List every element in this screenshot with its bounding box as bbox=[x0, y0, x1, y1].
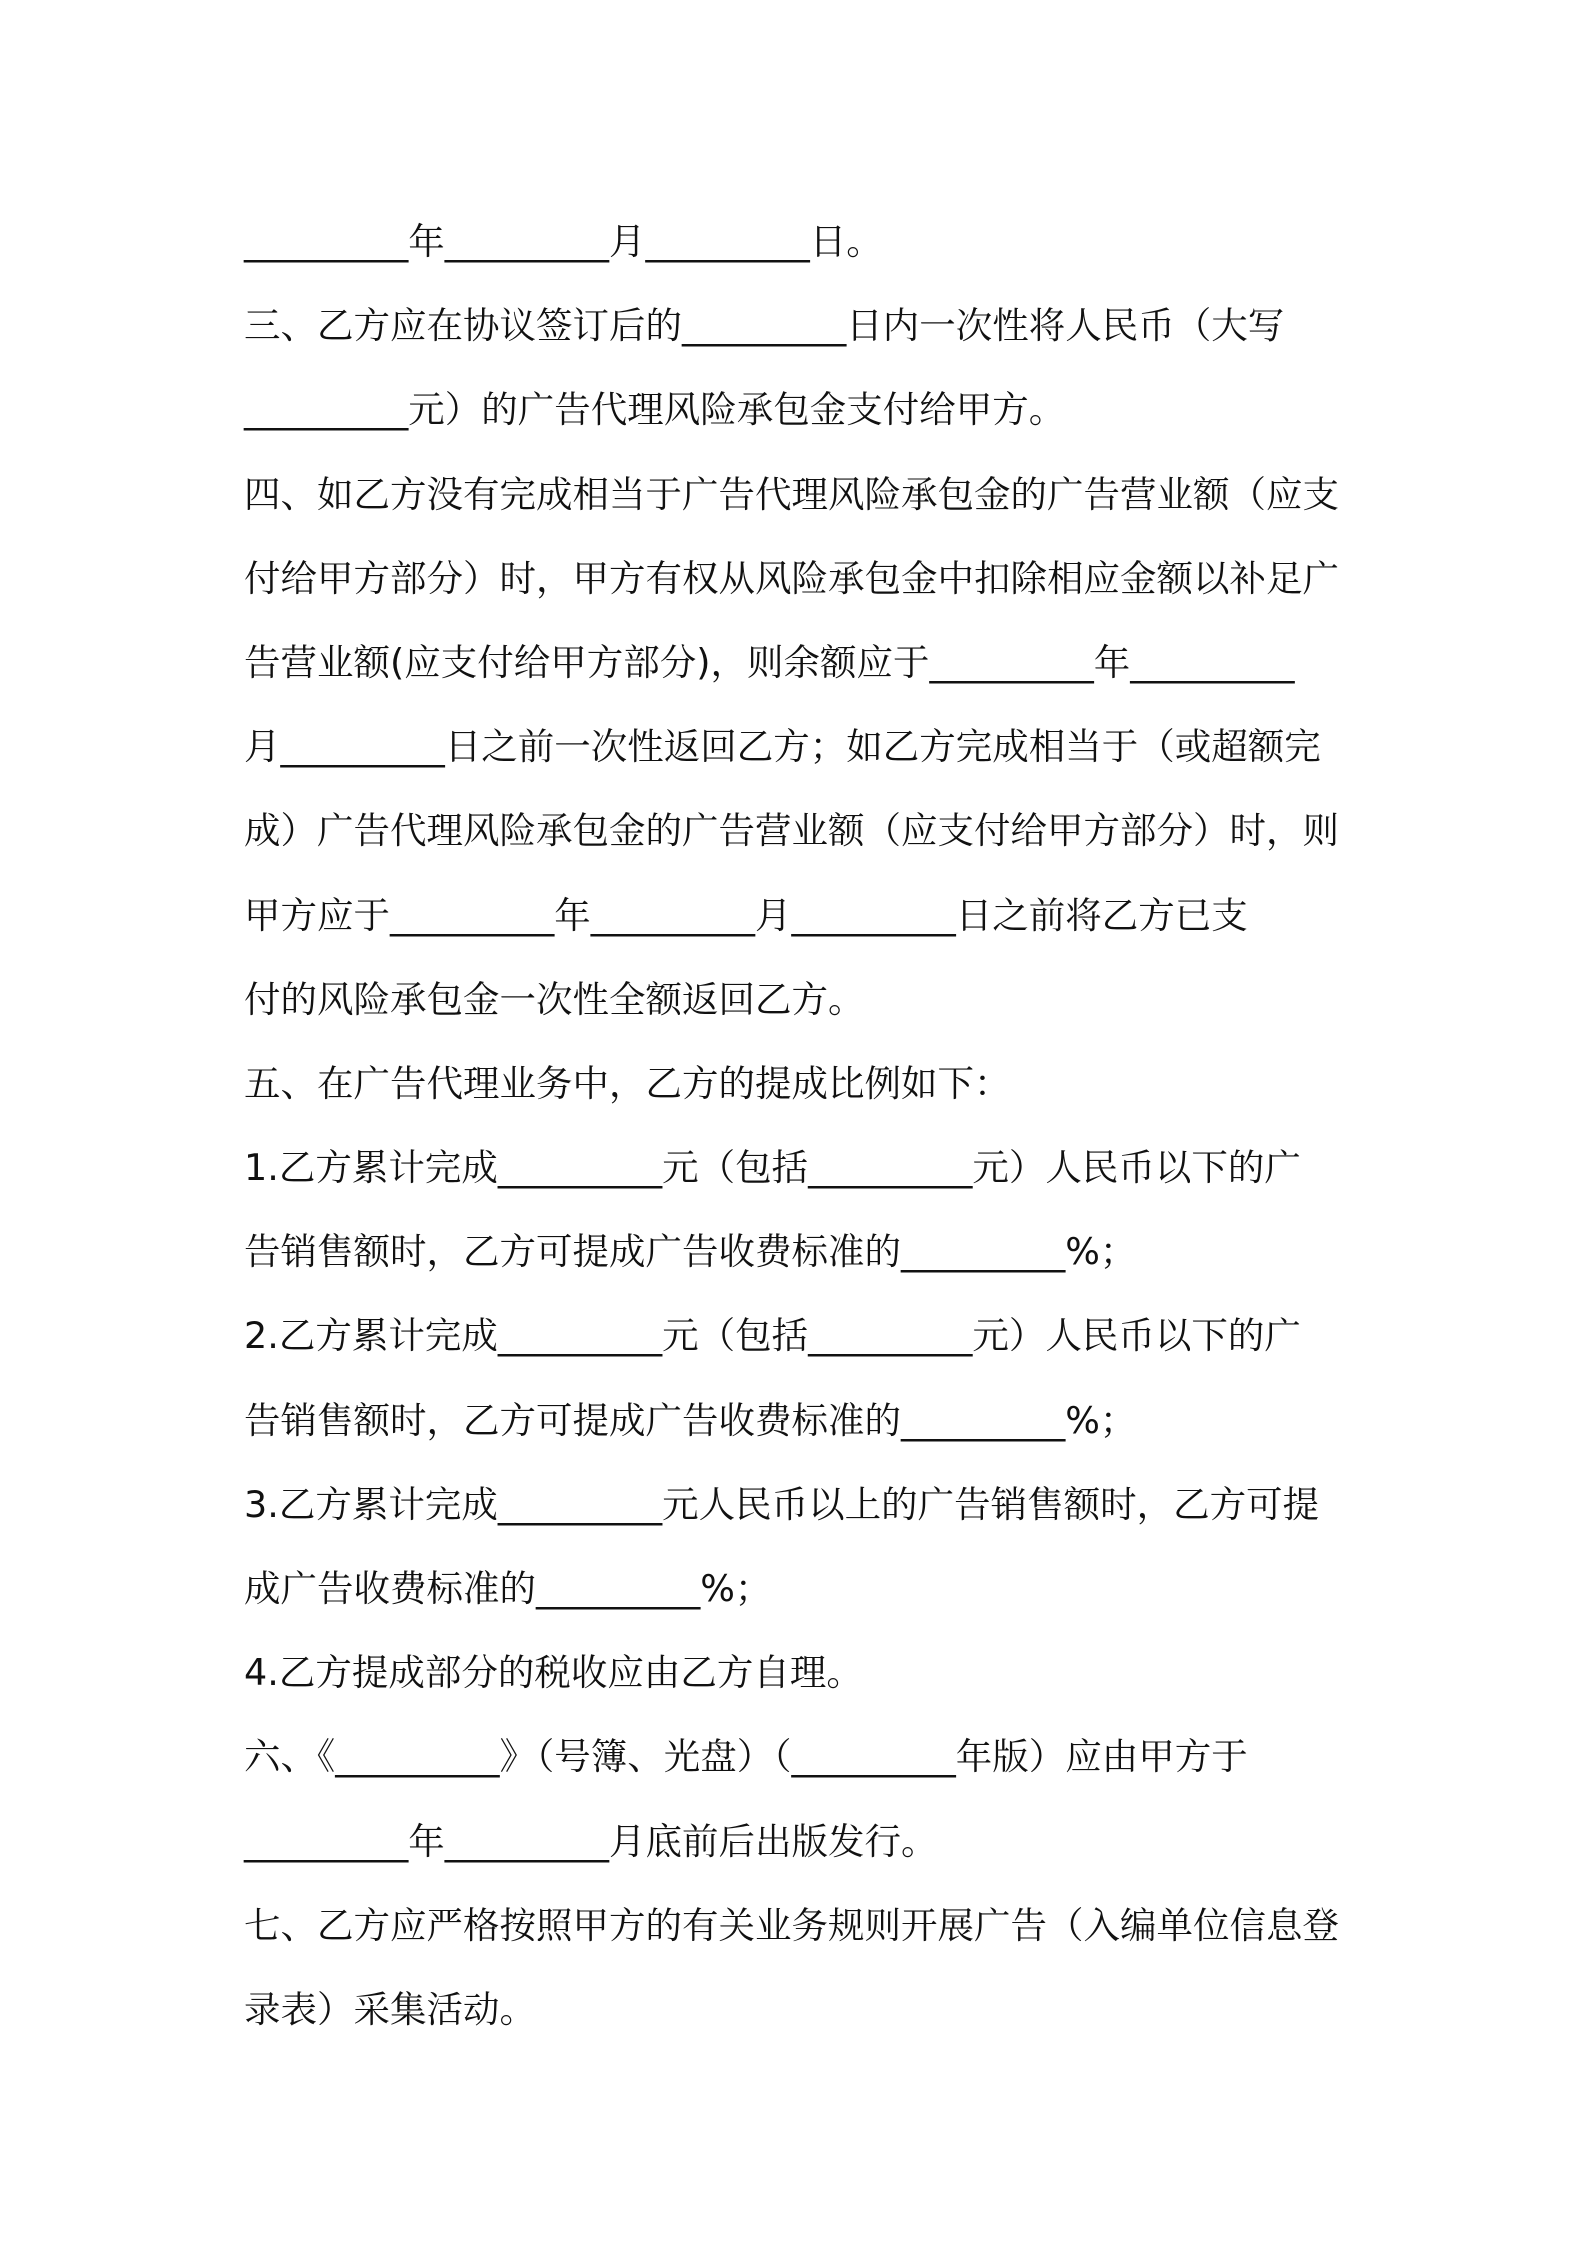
clause-6-line: 六、《_________》（号簿、光盘）（_________年版）应由甲方于 bbox=[244, 1735, 1248, 1779]
text-line: 录表）采集活动。 bbox=[244, 1987, 536, 2031]
text-line: _________年_________月底前后出版发行。 bbox=[244, 1819, 938, 1863]
clause-4-line: 四、如乙方没有完成相当于广告代理风险承包金的广告营业额（应支 bbox=[244, 472, 1339, 516]
item-3-line: 3.乙方累计完成_________元人民币以上的广告销售额时，乙方可提 bbox=[244, 1482, 1320, 1526]
text-line: _________元）的广告代理风险承包金支付给甲方。 bbox=[244, 388, 1066, 432]
clause-3-line: 三、乙方应在协议签订后的_________日内一次性将人民币（大写 bbox=[244, 304, 1285, 348]
text-line: 甲方应于_________年_________月_________日之前将乙方已支 bbox=[244, 893, 1248, 937]
text-line: 告销售额时，乙方可提成广告收费标准的_________%； bbox=[244, 1230, 1137, 1274]
text-line: _________年_________月_________日。 bbox=[244, 220, 883, 263]
text-line: 成）广告代理风险承包金的广告营业额（应支付给甲方部分）时，则 bbox=[244, 809, 1339, 853]
text-line: 付的风险承包金一次性全额返回乙方。 bbox=[244, 977, 865, 1021]
clause-7-line: 七、乙方应严格按照甲方的有关业务规则开展广告（入编单位信息登 bbox=[244, 1903, 1339, 1947]
text-line: 成广告收费标准的_________%； bbox=[244, 1567, 772, 1610]
item-4-line: 4.乙方提成部分的税收应由乙方自理。 bbox=[244, 1651, 863, 1695]
text-line: 告销售额时，乙方可提成广告收费标准的_________%； bbox=[244, 1398, 1137, 1442]
item-2-line: 2.乙方累计完成_________元（包括_________元）人民币以下的广 bbox=[244, 1314, 1301, 1358]
document-body bbox=[244, 200, 1359, 2052]
text-line: 付给甲方部分）时，甲方有权从风险承包金中扣除相应金额以补足广 bbox=[244, 556, 1339, 600]
text-line: 月_________日之前一次性返回乙方；如乙方完成相当于（或超额完 bbox=[244, 725, 1321, 769]
clause-5-line: 五、在广告代理业务中，乙方的提成比例如下： bbox=[244, 1061, 1011, 1105]
text-line: 告营业额(应支付给甲方部分)，则余额应于_________年_________ bbox=[244, 640, 1295, 684]
item-1-line: 1.乙方累计完成_________元（包括_________元）人民币以下的广 bbox=[244, 1146, 1301, 1190]
